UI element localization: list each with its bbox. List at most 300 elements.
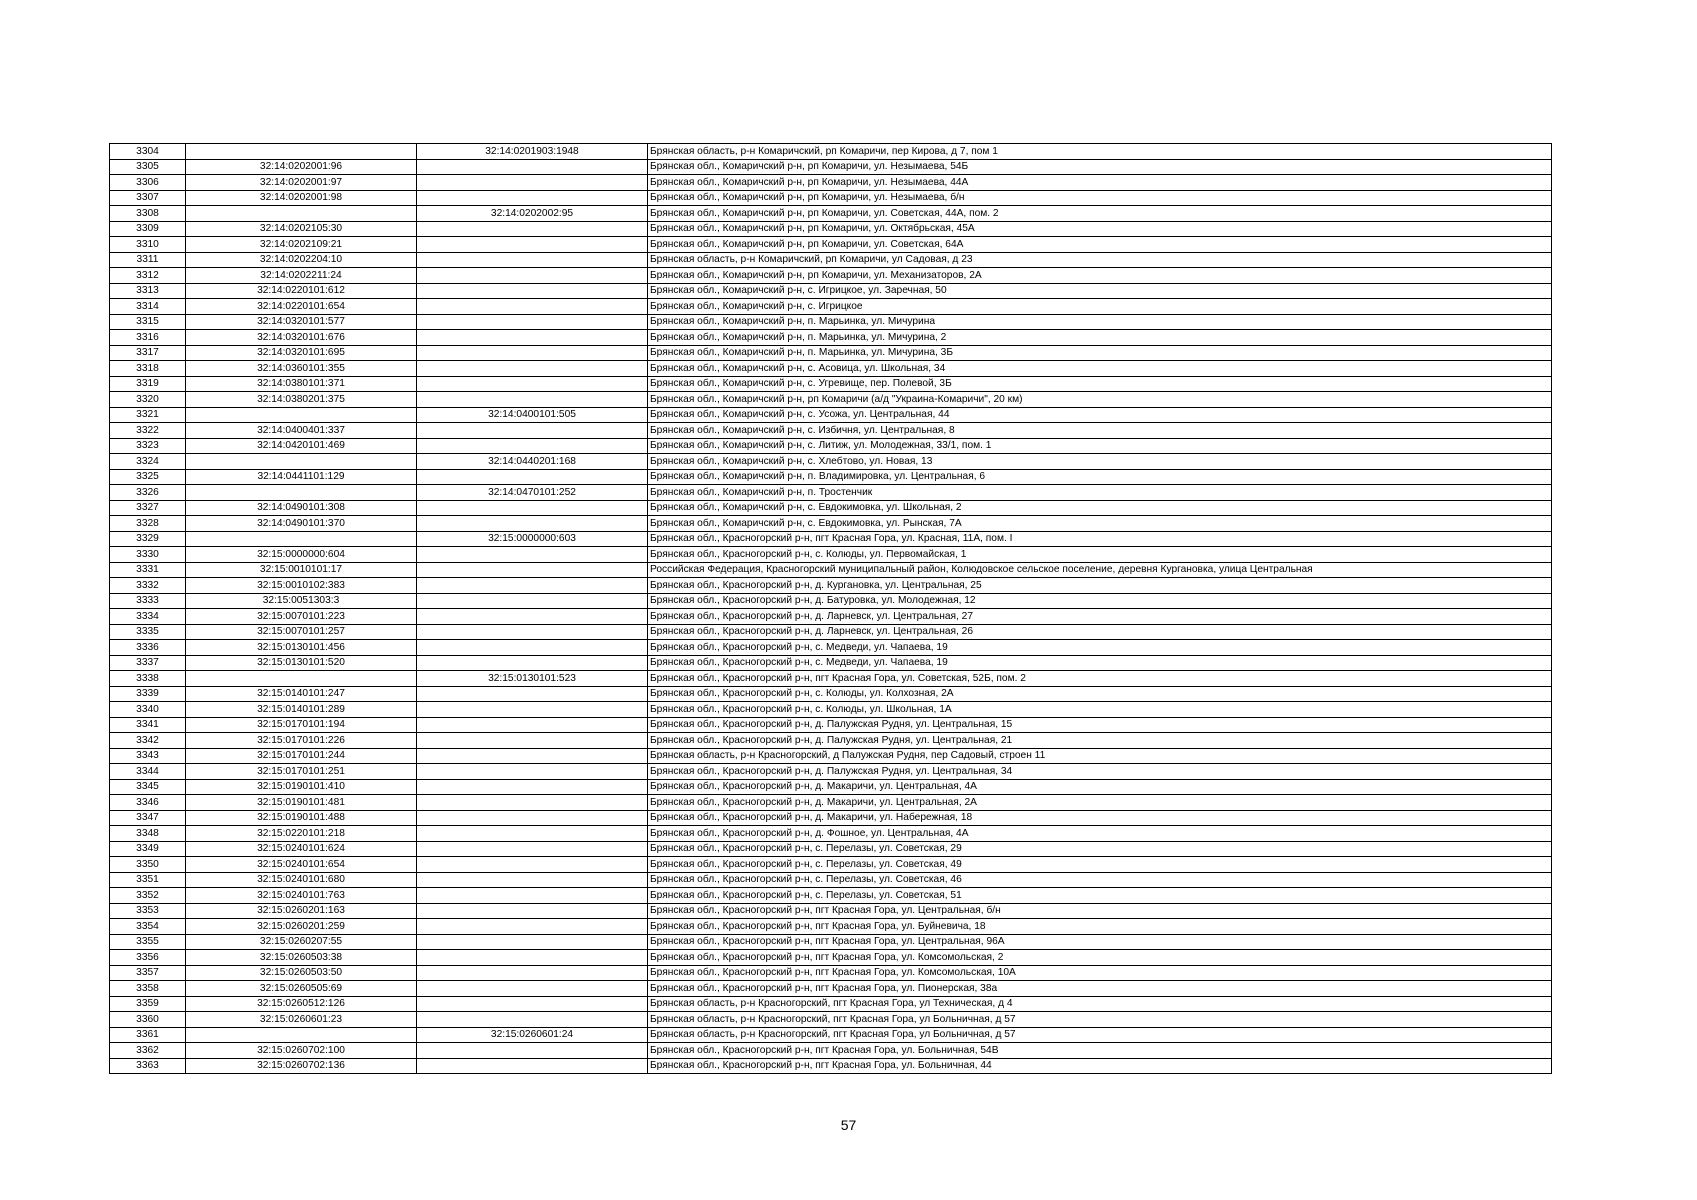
cadastral-number-b-cell	[417, 934, 648, 950]
cadastral-number-a-cell	[186, 407, 417, 423]
table-row	[110, 1027, 1552, 1043]
table-row	[110, 454, 1552, 470]
row-number-cell: 3320	[110, 392, 186, 408]
cadastral-number-b-cell	[417, 826, 648, 842]
cadastral-number-a-cell: 32:15:0170101:194	[186, 717, 417, 733]
cadastral-number-b-cell	[417, 702, 648, 718]
address-cell: Брянская обл., Комаричский р-н, с. Избичня, ул. Центральная, 8	[648, 423, 1552, 439]
cadastral-number-a-cell: 32:15:0240101:763	[186, 888, 417, 904]
cadastral-number-a-cell: 32:15:0190101:488	[186, 810, 417, 826]
cadastral-number-b-cell	[417, 578, 648, 594]
row-number-cell: 3355	[110, 934, 186, 950]
address-cell: Брянская обл., Красногорский р-н, д. Палужская Рудня, ул. Центральная, 34	[648, 764, 1552, 780]
row-number-cell: 3343	[110, 748, 186, 764]
table-row	[110, 314, 1552, 330]
row-number-cell: 3363	[110, 1058, 186, 1074]
cadastral-number-b-cell	[417, 237, 648, 253]
table-row	[110, 810, 1552, 826]
address-cell: Брянская обл., Комаричский р-н, п. Тростенчик	[648, 485, 1552, 501]
address-cell: Брянская обл., Красногорский р-н, пгт Красная Гора, ул. Буйневича, 18	[648, 919, 1552, 935]
table-row	[110, 857, 1552, 873]
cadastral-number-b-cell: 32:14:0201903:1948	[417, 144, 648, 160]
cadastral-number-b-cell	[417, 624, 648, 640]
table-row	[110, 1012, 1552, 1028]
cadastral-number-b-cell	[417, 764, 648, 780]
cadastral-number-a-cell: 32:14:0202204:10	[186, 252, 417, 268]
cadastral-number-b-cell	[417, 221, 648, 237]
row-number-cell: 3314	[110, 299, 186, 315]
cadastral-number-b-cell	[417, 268, 648, 284]
cadastral-number-a-cell: 32:14:0441101:129	[186, 469, 417, 485]
cadastral-number-a-cell: 32:15:0140101:289	[186, 702, 417, 718]
cadastral-number-b-cell	[417, 1058, 648, 1074]
row-number-cell: 3352	[110, 888, 186, 904]
address-cell: Брянская обл., Красногорский р-н, пгт Красная Гора, ул. Комсомольская, 10А	[648, 965, 1552, 981]
row-number-cell: 3326	[110, 485, 186, 501]
table-row	[110, 717, 1552, 733]
cadastral-number-a-cell: 32:15:0190101:410	[186, 779, 417, 795]
cadastral-number-a-cell: 32:15:0260702:100	[186, 1043, 417, 1059]
address-cell: Брянская обл., Красногорский р-н, пгт Красная Гора, ул. Комсомольская, 2	[648, 950, 1552, 966]
row-number-cell: 3346	[110, 795, 186, 811]
cadastral-number-b-cell	[417, 919, 648, 935]
row-number-cell: 3304	[110, 144, 186, 160]
table-row	[110, 872, 1552, 888]
address-cell: Брянская обл., Красногорский р-н, с. Колюды, ул. Первомайская, 1	[648, 547, 1552, 563]
address-cell: Брянская обл., Комаричский р-н, с. Асовица, ул. Школьная, 34	[648, 361, 1552, 377]
row-number-cell: 3336	[110, 640, 186, 656]
table-row	[110, 764, 1552, 780]
address-cell: Брянская обл., Комаричский р-н, с. Хлебтово, ул. Новая, 13	[648, 454, 1552, 470]
address-cell: Брянская обл., Красногорский р-н, с. Перелазы, ул. Советская, 49	[648, 857, 1552, 873]
cadastral-number-b-cell	[417, 562, 648, 578]
row-number-cell: 3307	[110, 190, 186, 206]
table-row	[110, 144, 1552, 160]
cadastral-number-b-cell	[417, 330, 648, 346]
row-number-cell: 3329	[110, 531, 186, 547]
cadastral-number-a-cell: 32:14:0202105:30	[186, 221, 417, 237]
table-row	[110, 702, 1552, 718]
cadastral-number-b-cell	[417, 469, 648, 485]
row-number-cell: 3335	[110, 624, 186, 640]
address-cell: Брянская обл., Красногорский р-н, д. Батуровка, ул. Молодежная, 12	[648, 593, 1552, 609]
row-number-cell: 3313	[110, 283, 186, 299]
cadastral-number-a-cell: 32:15:0010102:383	[186, 578, 417, 594]
address-cell: Брянская обл., Комаричский р-н, с. Евдокимовка, ул. Школьная, 2	[648, 500, 1552, 516]
address-cell: Брянская обл., Красногорский р-н, д. Ларневск, ул. Центральная, 27	[648, 609, 1552, 625]
address-cell: Брянская обл., Красногорский р-н, д. Макаричи, ул. Набережная, 18	[648, 810, 1552, 826]
cadastral-number-b-cell	[417, 841, 648, 857]
cadastral-number-a-cell: 32:15:0130101:520	[186, 655, 417, 671]
row-number-cell: 3311	[110, 252, 186, 268]
address-cell: Брянская обл., Красногорский р-н, с. Медведи, ул. Чапаева, 19	[648, 640, 1552, 656]
cadastral-number-a-cell: 32:15:0260503:38	[186, 950, 417, 966]
cadastral-number-b-cell	[417, 981, 648, 997]
cadastral-number-b-cell	[417, 779, 648, 795]
address-cell: Брянская обл., Комаричский р-н, рп Комаричи (а/д "Украина-Комаричи", 20 км)	[648, 392, 1552, 408]
cadastral-number-b-cell	[417, 299, 648, 315]
row-number-cell: 3316	[110, 330, 186, 346]
table-row	[110, 159, 1552, 175]
row-number-cell: 3349	[110, 841, 186, 857]
row-number-cell: 3325	[110, 469, 186, 485]
cadastral-number-b-cell	[417, 872, 648, 888]
property-table	[109, 143, 1552, 1074]
table-row	[110, 547, 1552, 563]
cadastral-number-a-cell	[186, 1027, 417, 1043]
cadastral-number-b-cell	[417, 640, 648, 656]
cadastral-number-b-cell: 32:14:0440201:168	[417, 454, 648, 470]
cadastral-number-b-cell	[417, 1012, 648, 1028]
address-cell: Брянская обл., Красногорский р-н, с. Перелазы, ул. Советская, 46	[648, 872, 1552, 888]
row-number-cell: 3327	[110, 500, 186, 516]
table-row	[110, 981, 1552, 997]
address-cell: Брянская обл., Красногорский р-н, с. Медведи, ул. Чапаева, 19	[648, 655, 1552, 671]
page-number: 57	[840, 1117, 857, 1133]
table-row	[110, 252, 1552, 268]
cadastral-number-a-cell: 32:14:0490101:308	[186, 500, 417, 516]
row-number-cell: 3357	[110, 965, 186, 981]
table-row	[110, 640, 1552, 656]
cadastral-number-b-cell	[417, 283, 648, 299]
address-cell: Брянская обл., Комаричский р-н, с. Угревище, пер. Полевой, 3Б	[648, 376, 1552, 392]
address-cell: Брянская область, р-н Красногорский, пгт Красная Гора, ул Больничная, д 57	[648, 1012, 1552, 1028]
cadastral-number-a-cell	[186, 671, 417, 687]
cadastral-number-b-cell	[417, 345, 648, 361]
table-row	[110, 500, 1552, 516]
table-row	[110, 531, 1552, 547]
address-cell: Брянская обл., Красногорский р-н, пгт Красная Гора, ул. Больничная, 54В	[648, 1043, 1552, 1059]
cadastral-number-b-cell	[417, 314, 648, 330]
cadastral-number-a-cell: 32:15:0051303:3	[186, 593, 417, 609]
address-cell: Брянская обл., Комаричский р-н, п. Владимировка, ул. Центральная, 6	[648, 469, 1552, 485]
address-cell: Брянская обл., Красногорский р-н, д. Ларневск, ул. Центральная, 26	[648, 624, 1552, 640]
row-number-cell: 3333	[110, 593, 186, 609]
row-number-cell: 3312	[110, 268, 186, 284]
address-cell: Брянская обл., Красногорский р-н, с. Перелазы, ул. Советская, 51	[648, 888, 1552, 904]
row-number-cell: 3334	[110, 609, 186, 625]
cadastral-number-b-cell: 32:15:0130101:523	[417, 671, 648, 687]
table-row	[110, 237, 1552, 253]
address-cell: Брянская обл., Комаричский р-н, с. Литиж, ул. Молодежная, 33/1, пом. 1	[648, 438, 1552, 454]
row-number-cell: 3353	[110, 903, 186, 919]
row-number-cell: 3342	[110, 733, 186, 749]
row-number-cell: 3340	[110, 702, 186, 718]
cadastral-number-a-cell: 32:15:0170101:244	[186, 748, 417, 764]
table-row	[110, 516, 1552, 532]
cadastral-number-a-cell: 32:14:0360101:355	[186, 361, 417, 377]
cadastral-number-a-cell: 32:15:0130101:456	[186, 640, 417, 656]
table-row	[110, 578, 1552, 594]
cadastral-number-b-cell	[417, 252, 648, 268]
cadastral-number-a-cell: 32:15:0240101:654	[186, 857, 417, 873]
address-cell: Брянская область, р-н Красногорский, пгт Красная Гора, ул Больничная, д 57	[648, 1027, 1552, 1043]
cadastral-number-a-cell: 32:15:0260512:126	[186, 996, 417, 1012]
row-number-cell: 3318	[110, 361, 186, 377]
address-cell: Брянская обл., Комаричский р-н, рп Комаричи, ул. Советская, 44А, пом. 2	[648, 206, 1552, 222]
table-row	[110, 826, 1552, 842]
cadastral-number-a-cell: 32:15:0220101:218	[186, 826, 417, 842]
row-number-cell: 3348	[110, 826, 186, 842]
cadastral-number-b-cell	[417, 500, 648, 516]
cadastral-number-a-cell: 32:14:0220101:654	[186, 299, 417, 315]
table-row	[110, 996, 1552, 1012]
cadastral-number-b-cell	[417, 516, 648, 532]
address-cell: Брянская обл., Комаричский р-н, п. Марьинка, ул. Мичурина, 2	[648, 330, 1552, 346]
table-row	[110, 919, 1552, 935]
table-row	[110, 438, 1552, 454]
cadastral-number-b-cell	[417, 376, 648, 392]
address-cell: Брянская обл., Комаричский р-н, рп Комаричи, ул. Незымаева, б/н	[648, 190, 1552, 206]
table-row	[110, 934, 1552, 950]
row-number-cell: 3361	[110, 1027, 186, 1043]
address-cell: Российская Федерация, Красногорский муниципальный район, Колюдовское сельское поселение, деревня Кургановка, улица Центральная	[648, 562, 1552, 578]
cadastral-number-a-cell: 32:15:0140101:247	[186, 686, 417, 702]
table-row	[110, 593, 1552, 609]
cadastral-number-a-cell	[186, 454, 417, 470]
cadastral-number-a-cell: 32:14:0202211:24	[186, 268, 417, 284]
address-cell: Брянская обл., Красногорский р-н, д. Макаричи, ул. Центральная, 2А	[648, 795, 1552, 811]
cadastral-number-b-cell	[417, 1043, 648, 1059]
table-row	[110, 671, 1552, 687]
table-row	[110, 686, 1552, 702]
table-row	[110, 283, 1552, 299]
cadastral-number-b-cell: 32:14:0400101:505	[417, 407, 648, 423]
table-row	[110, 903, 1552, 919]
row-number-cell: 3359	[110, 996, 186, 1012]
table-row	[110, 1058, 1552, 1074]
address-cell: Брянская обл., Красногорский р-н, д. Палужская Рудня, ул. Центральная, 21	[648, 733, 1552, 749]
row-number-cell: 3354	[110, 919, 186, 935]
address-cell: Брянская обл., Комаричский р-н, с. Евдокимовка, ул. Рынская, 7А	[648, 516, 1552, 532]
cadastral-number-a-cell: 32:14:0202109:21	[186, 237, 417, 253]
address-cell: Брянская обл., Красногорский р-н, д. Кургановка, ул. Центральная, 25	[648, 578, 1552, 594]
row-number-cell: 3360	[110, 1012, 186, 1028]
row-number-cell: 3305	[110, 159, 186, 175]
cadastral-number-a-cell: 32:15:0190101:481	[186, 795, 417, 811]
address-cell: Брянская обл., Красногорский р-н, д. Макаричи, ул. Центральная, 4А	[648, 779, 1552, 795]
table-row	[110, 407, 1552, 423]
table-row	[110, 330, 1552, 346]
cadastral-number-a-cell: 32:15:0170101:226	[186, 733, 417, 749]
cadastral-number-b-cell	[417, 903, 648, 919]
row-number-cell: 3317	[110, 345, 186, 361]
table-row	[110, 624, 1552, 640]
cadastral-number-a-cell	[186, 485, 417, 501]
cadastral-number-a-cell: 32:15:0000000:604	[186, 547, 417, 563]
cadastral-number-b-cell	[417, 686, 648, 702]
cadastral-number-b-cell	[417, 748, 648, 764]
cadastral-number-a-cell: 32:15:0260702:136	[186, 1058, 417, 1074]
address-cell: Брянская обл., Комаричский р-н, рп Комаричи, ул. Незымаева, 54Б	[648, 159, 1552, 175]
row-number-cell: 3330	[110, 547, 186, 563]
cadastral-number-a-cell: 32:15:0260207:55	[186, 934, 417, 950]
cadastral-number-b-cell: 32:14:0470101:252	[417, 485, 648, 501]
table-row	[110, 376, 1552, 392]
address-cell: Брянская обл., Комаричский р-н, с. Игрицкое	[648, 299, 1552, 315]
table-row	[110, 795, 1552, 811]
cadastral-number-b-cell	[417, 965, 648, 981]
row-number-cell: 3344	[110, 764, 186, 780]
cadastral-number-a-cell: 32:14:0320101:577	[186, 314, 417, 330]
cadastral-number-a-cell	[186, 144, 417, 160]
table-row	[110, 733, 1552, 749]
cadastral-number-b-cell	[417, 609, 648, 625]
address-cell: Брянская обл., Комаричский р-н, с. Игрицкое, ул. Заречная, 50	[648, 283, 1552, 299]
cadastral-number-b-cell: 32:14:0202002:95	[417, 206, 648, 222]
cadastral-number-b-cell	[417, 190, 648, 206]
address-cell: Брянская обл., Красногорский р-н, с. Колюды, ул. Школьная, 1А	[648, 702, 1552, 718]
row-number-cell: 3339	[110, 686, 186, 702]
cadastral-number-b-cell	[417, 423, 648, 439]
cadastral-number-a-cell: 32:15:0260201:259	[186, 919, 417, 935]
row-number-cell: 3321	[110, 407, 186, 423]
table-row	[110, 950, 1552, 966]
cadastral-number-b-cell	[417, 950, 648, 966]
cadastral-number-a-cell: 32:15:0260601:23	[186, 1012, 417, 1028]
address-cell: Брянская обл., Комаричский р-н, п. Марьинка, ул. Мичурина	[648, 314, 1552, 330]
address-cell: Брянская обл., Красногорский р-н, с. Колюды, ул. Колхозная, 2А	[648, 686, 1552, 702]
cadastral-number-a-cell: 32:15:0260201:163	[186, 903, 417, 919]
cadastral-number-b-cell	[417, 159, 648, 175]
cadastral-number-b-cell	[417, 888, 648, 904]
address-cell: Брянская обл., Красногорский р-н, пгт Красная Гора, ул. Пионерская, 38а	[648, 981, 1552, 997]
row-number-cell: 3308	[110, 206, 186, 222]
table-row	[110, 206, 1552, 222]
table-row	[110, 609, 1552, 625]
row-number-cell: 3358	[110, 981, 186, 997]
table-row	[110, 1043, 1552, 1059]
table-row	[110, 655, 1552, 671]
cadastral-number-a-cell: 32:15:0070101:257	[186, 624, 417, 640]
cadastral-number-a-cell: 32:15:0070101:223	[186, 609, 417, 625]
address-cell: Брянская обл., Комаричский р-н, п. Марьинка, ул. Мичурина, 3Б	[648, 345, 1552, 361]
table-row	[110, 423, 1552, 439]
row-number-cell: 3324	[110, 454, 186, 470]
cadastral-number-a-cell: 32:14:0202001:97	[186, 175, 417, 191]
address-cell: Брянская обл., Красногорский р-н, пгт Красная Гора, ул. Советская, 52Б, пом. 2	[648, 671, 1552, 687]
table-row	[110, 748, 1552, 764]
row-number-cell: 3310	[110, 237, 186, 253]
cadastral-number-b-cell	[417, 795, 648, 811]
address-cell: Брянская обл., Красногорский р-н, пгт Красная Гора, ул. Больничная, 44	[648, 1058, 1552, 1074]
table-row	[110, 841, 1552, 857]
table-row	[110, 888, 1552, 904]
cadastral-number-b-cell	[417, 392, 648, 408]
cadastral-number-a-cell: 32:14:0220101:612	[186, 283, 417, 299]
table-row	[110, 485, 1552, 501]
address-cell: Брянская область, р-н Красногорский, пгт Красная Гора, ул Техническая, д 4	[648, 996, 1552, 1012]
address-cell: Брянская обл., Комаричский р-н, рп Комаричи, ул. Механизаторов, 2А	[648, 268, 1552, 284]
cadastral-number-b-cell	[417, 733, 648, 749]
cadastral-number-a-cell: 32:14:0320101:695	[186, 345, 417, 361]
address-cell: Брянская обл., Комаричский р-н, рп Комаричи, ул. Незымаева, 44А	[648, 175, 1552, 191]
cadastral-number-a-cell: 32:14:0400401:337	[186, 423, 417, 439]
table-row	[110, 175, 1552, 191]
cadastral-number-a-cell: 32:14:0202001:96	[186, 159, 417, 175]
row-number-cell: 3356	[110, 950, 186, 966]
cadastral-number-b-cell	[417, 547, 648, 563]
cadastral-number-b-cell	[417, 593, 648, 609]
cadastral-number-b-cell	[417, 857, 648, 873]
cadastral-number-b-cell	[417, 655, 648, 671]
table-row	[110, 469, 1552, 485]
address-cell: Брянская обл., Комаричский р-н, рп Комаричи, ул. Октябрьская, 45А	[648, 221, 1552, 237]
address-cell: Брянская обл., Комаричский р-н, с. Усожа, ул. Центральная, 44	[648, 407, 1552, 423]
address-cell: Брянская обл., Красногорский р-н, д. Фошное, ул. Центральная, 4А	[648, 826, 1552, 842]
row-number-cell: 3351	[110, 872, 186, 888]
cadastral-number-a-cell: 32:15:0260505:69	[186, 981, 417, 997]
table-row	[110, 392, 1552, 408]
row-number-cell: 3362	[110, 1043, 186, 1059]
cadastral-number-a-cell: 32:15:0240101:624	[186, 841, 417, 857]
cadastral-number-a-cell: 32:14:0320101:676	[186, 330, 417, 346]
address-cell: Брянская обл., Красногорский р-н, пгт Красная Гора, ул. Центральная, б/н	[648, 903, 1552, 919]
row-number-cell: 3309	[110, 221, 186, 237]
cadastral-number-b-cell: 32:15:0000000:603	[417, 531, 648, 547]
table-row	[110, 190, 1552, 206]
address-cell: Брянская обл., Комаричский р-н, рп Комаричи, ул. Советская, 64А	[648, 237, 1552, 253]
cadastral-number-b-cell	[417, 996, 648, 1012]
cadastral-number-a-cell: 32:15:0240101:680	[186, 872, 417, 888]
address-cell: Брянская область, р-н Комаричский, рп Комаричи, пер Кирова, д 7, пом 1	[648, 144, 1552, 160]
cadastral-number-a-cell	[186, 531, 417, 547]
table-row	[110, 361, 1552, 377]
cadastral-number-b-cell	[417, 717, 648, 733]
property-table-body	[110, 144, 1552, 1074]
row-number-cell: 3341	[110, 717, 186, 733]
table-row	[110, 562, 1552, 578]
table-row	[110, 779, 1552, 795]
address-cell: Брянская область, р-н Комаричский, рп Комаричи, ул Садовая, д 23	[648, 252, 1552, 268]
cadastral-number-a-cell: 32:15:0010101:17	[186, 562, 417, 578]
cadastral-number-a-cell: 32:14:0380101:371	[186, 376, 417, 392]
address-cell: Брянская область, р-н Красногорский, д Палужская Рудня, пер Садовый, строен 11	[648, 748, 1552, 764]
row-number-cell: 3306	[110, 175, 186, 191]
cadastral-number-a-cell: 32:14:0490101:370	[186, 516, 417, 532]
cadastral-number-b-cell	[417, 810, 648, 826]
cadastral-number-a-cell: 32:15:0260503:50	[186, 965, 417, 981]
table-row	[110, 299, 1552, 315]
cadastral-number-a-cell: 32:14:0380201:375	[186, 392, 417, 408]
row-number-cell: 3347	[110, 810, 186, 826]
cadastral-number-b-cell	[417, 438, 648, 454]
row-number-cell: 3338	[110, 671, 186, 687]
table-row	[110, 221, 1552, 237]
address-cell: Брянская обл., Красногорский р-н, д. Палужская Рудня, ул. Центральная, 15	[648, 717, 1552, 733]
address-cell: Брянская обл., Красногорский р-н, пгт Красная Гора, ул. Красная, 11А, пом. I	[648, 531, 1552, 547]
table-row	[110, 965, 1552, 981]
row-number-cell: 3315	[110, 314, 186, 330]
row-number-cell: 3328	[110, 516, 186, 532]
row-number-cell: 3337	[110, 655, 186, 671]
cadastral-number-b-cell: 32:15:0260601:24	[417, 1027, 648, 1043]
row-number-cell: 3319	[110, 376, 186, 392]
cadastral-number-a-cell: 32:14:0202001:98	[186, 190, 417, 206]
table-row	[110, 268, 1552, 284]
address-cell: Брянская обл., Красногорский р-н, с. Перелазы, ул. Советская, 29	[648, 841, 1552, 857]
address-cell: Брянская обл., Красногорский р-н, пгт Красная Гора, ул. Центральная, 96А	[648, 934, 1552, 950]
cadastral-number-b-cell	[417, 175, 648, 191]
cadastral-number-b-cell	[417, 361, 648, 377]
row-number-cell: 3331	[110, 562, 186, 578]
cadastral-number-a-cell: 32:14:0420101:469	[186, 438, 417, 454]
row-number-cell: 3323	[110, 438, 186, 454]
row-number-cell: 3322	[110, 423, 186, 439]
row-number-cell: 3332	[110, 578, 186, 594]
table-row	[110, 345, 1552, 361]
cadastral-number-a-cell	[186, 206, 417, 222]
